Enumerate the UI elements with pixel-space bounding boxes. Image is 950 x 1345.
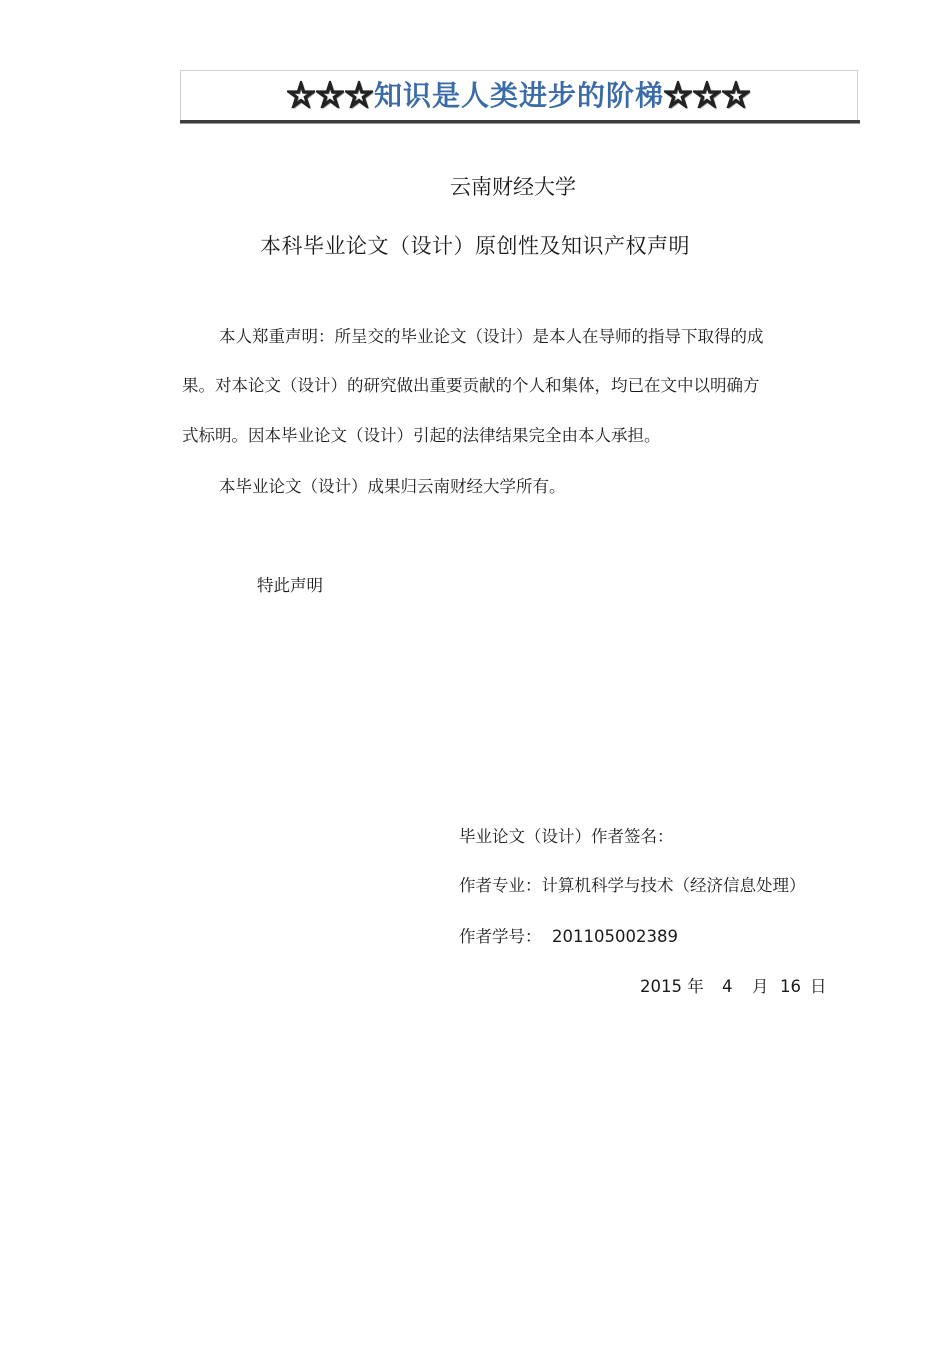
student-id-label: 作者学号： — [459, 927, 542, 946]
banner-divider — [180, 120, 860, 124]
signing-date — [640, 975, 827, 999]
student-id-value: 201105002389 — [552, 927, 678, 946]
body-line-1: 本人郑重声明：所呈交的毕业论文（设计）是本人在导师的指导下取得的成 — [219, 327, 764, 346]
date-month-unit: 月 — [752, 977, 769, 996]
date-year-unit: 年 — [687, 977, 704, 996]
body-line-4: 本毕业论文（设计）成果归云南财经大学所有。 — [219, 477, 566, 496]
motto: 知识是人类进步的阶梯 — [373, 79, 664, 112]
closing-statement: 特此声明 — [257, 576, 323, 595]
date-day: 16 — [780, 977, 801, 996]
date-day-unit: 日 — [810, 977, 827, 996]
date-year-group — [640, 975, 722, 999]
body-line-3: 式标明。因本毕业论文（设计）引起的法律结果完全由本人承担。 — [182, 426, 661, 445]
student-id-field — [459, 925, 678, 949]
author-signature-field — [459, 825, 674, 849]
motto-banner — [180, 70, 858, 120]
motto-text — [181, 75, 857, 117]
date-year: 2015 — [640, 977, 682, 996]
university-name: 云南财经大学 — [450, 175, 576, 199]
star-icons-right: ☆☆☆ — [664, 79, 752, 112]
author-major-field — [459, 874, 806, 898]
author-signature-label: 毕业论文（设计）作者签名： — [459, 827, 674, 846]
star-icons-left: ☆☆☆ — [286, 79, 374, 112]
author-major-label: 作者专业： — [459, 876, 542, 895]
author-major-value: 计算机科学与技术（经济信息处理） — [541, 876, 806, 895]
declaration-title: 本科毕业论文（设计）原创性及知识产权声明 — [260, 234, 690, 258]
body-line-2: 果。对本论文（设计）的研究做出重要贡献的个人和集体，均已在文中以明确方 — [182, 376, 760, 395]
date-month: 4 — [722, 977, 733, 996]
